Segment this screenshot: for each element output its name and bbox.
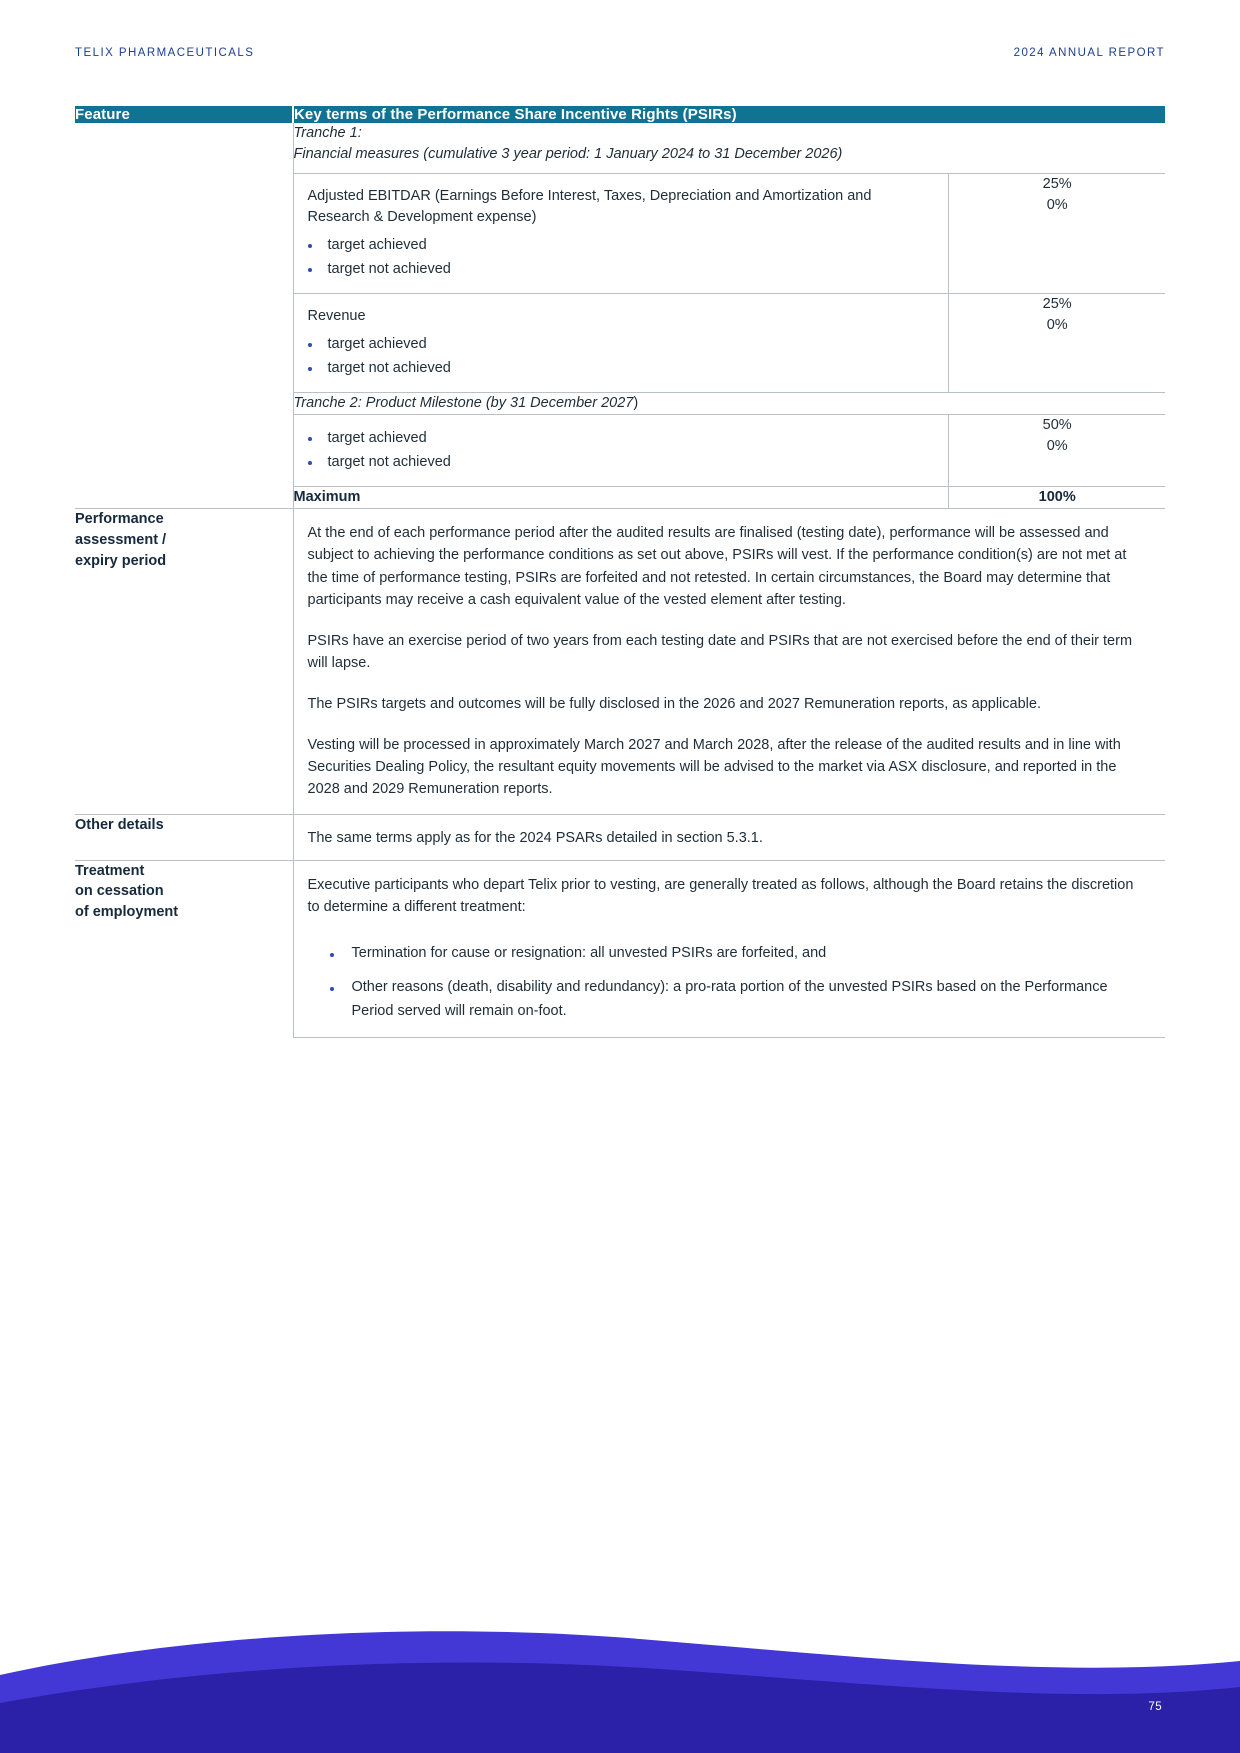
feature-line: Other details [75, 816, 164, 833]
measure-revenue-values [949, 294, 1165, 393]
paragraph: The PSIRs targets and outcomes will be fully disclosed in the 2026 and 2027 Remuneration reports, as applicable. [307, 695, 1041, 712]
feature-label-other-details [75, 814, 293, 860]
treatment-cessation-content [294, 861, 1166, 1038]
tranche2-values-row [294, 415, 1166, 487]
column-header-key-terms: Key terms of the Performance Share Incentive Rights (PSIRs) [293, 106, 1165, 123]
list-item: Termination for cause or resignation: all unvested PSIRs are forfeited, and [308, 942, 1150, 965]
body-other-details [293, 814, 1165, 860]
measure-ebitdar-text [294, 174, 949, 294]
treatment-cessation-bullets [308, 942, 1150, 1023]
paragraph: Executive participants who depart Telix prior to vesting, are generally treated as follows, although the Board retains the discretion to determine a different treatment: [307, 876, 1134, 915]
feature-line: assessment / [75, 532, 167, 549]
feature-cell-empty [75, 123, 293, 509]
measure-row-ebitdar [294, 174, 1166, 294]
tranche1-title-cell [294, 123, 1166, 174]
maximum-row [294, 487, 1166, 509]
tranche-block-row [75, 123, 1165, 509]
table-header-row [75, 106, 1165, 123]
measure-ebitdar-bullets [294, 234, 949, 293]
list-item: target not achieved [294, 451, 949, 474]
value-target-not-achieved: 0% [1046, 197, 1068, 214]
tranche2-title-tail: ) [633, 395, 639, 412]
maximum-label: Maximum [294, 487, 949, 509]
running-header [75, 47, 1165, 59]
measure-ebitdar-name: Adjusted EBITDAR (Earnings Before Interest, Taxes, Depreciation and Amortization and Research & Development expense) [307, 188, 872, 226]
feature-line: Treatment [75, 862, 145, 879]
measure-row-revenue [294, 294, 1166, 393]
maximum-value: 100% [949, 487, 1165, 509]
value-target-achieved: 25% [1042, 296, 1072, 313]
psir-terms-table [75, 106, 1165, 1038]
feature-line: of employment [75, 903, 179, 920]
tranche1-title-line2: Financial measures (cumulative 3 year period: 1 January 2024 to 31 December 2026) [293, 146, 843, 163]
feature-line: expiry period [75, 552, 167, 569]
measure-revenue-text [294, 294, 949, 393]
paragraph: At the end of each performance period after the audited results are finalised (testing date), performance will be assessed and subject to achieving the performance conditions as set out above, PSIRs will vest. If the performance condition(s) are not met at the time of performance testing, PSIRs are forfeited and not retested. In certain circumstances, the Board may determine that participants may receive a cash equivalent value of the vested element after testing. [307, 525, 1127, 608]
paragraph: PSIRs have an exercise period of two years from each testing date and PSIRs that are not exercised before the end of their term will lapse. [307, 632, 1133, 671]
psir-terms-table-wrapper [75, 106, 1165, 1038]
column-header-feature: Feature [75, 106, 293, 123]
feature-label-performance-assessment [75, 509, 293, 814]
table-row-other-details [75, 814, 1165, 860]
measure-revenue-bullets [294, 333, 949, 392]
feature-label-treatment-cessation [75, 860, 293, 1038]
tranche2-title-italic: Tranche 2: Product Milestone (by 31 December 2027 [293, 395, 634, 412]
list-item: target achieved [294, 427, 949, 450]
value-target-achieved: 25% [1042, 176, 1072, 193]
other-details-content [294, 815, 1166, 860]
tranche2-bullets-cell [294, 415, 949, 487]
tranche2-values [949, 415, 1165, 487]
measure-revenue-name: Revenue [307, 308, 366, 325]
tranche1-title-line1: Tranche 1: [293, 125, 362, 141]
tranche2-title-cell [294, 393, 1166, 415]
value-target-not-achieved: 0% [1046, 438, 1068, 455]
tranche1-title-row [294, 123, 1166, 174]
feature-line: Performance [75, 511, 164, 528]
table-row-performance-assessment [75, 509, 1165, 814]
tranche2-bullets [294, 415, 949, 486]
list-item: target achieved [294, 333, 949, 356]
tranche-inner-table [294, 123, 1166, 508]
performance-assessment-content [294, 509, 1166, 813]
page-number: 75 [1148, 1701, 1162, 1713]
list-item: target achieved [294, 234, 949, 257]
feature-line: on cessation [75, 883, 164, 900]
footer-wave-graphic [0, 1583, 1240, 1753]
list-item: target not achieved [294, 258, 949, 281]
paragraph: The same terms apply as for the 2024 PSARs detailed in section 5.3.1. [307, 829, 763, 846]
body-performance-assessment [293, 509, 1165, 814]
header-report-title: 2024 ANNUAL REPORT [1013, 47, 1165, 59]
header-company-name: TELIX PHARMACEUTICALS [75, 47, 255, 59]
paragraph: Vesting will be processed in approximately March 2027 and March 2028, after the release of the audited results and in line with Securities Dealing Policy, the resultant equity movements will be advised to the market via ASX disclosure, and reported in the 2028 and 2029 Remuneration reports. [307, 736, 1121, 797]
measure-ebitdar-values [949, 174, 1165, 294]
list-item: Other reasons (death, disability and redundancy): a pro-rata portion of the unvested PSIRs based on the Performance Period served will remain on-foot. [308, 976, 1150, 1023]
value-target-achieved: 50% [1042, 417, 1072, 434]
list-item: target not achieved [294, 357, 949, 380]
tranche-block-cell [293, 123, 1165, 509]
table-row-treatment-cessation [75, 860, 1165, 1038]
tranche2-title-row [294, 393, 1166, 415]
value-target-not-achieved: 0% [1046, 317, 1068, 334]
body-treatment-cessation [293, 860, 1165, 1038]
